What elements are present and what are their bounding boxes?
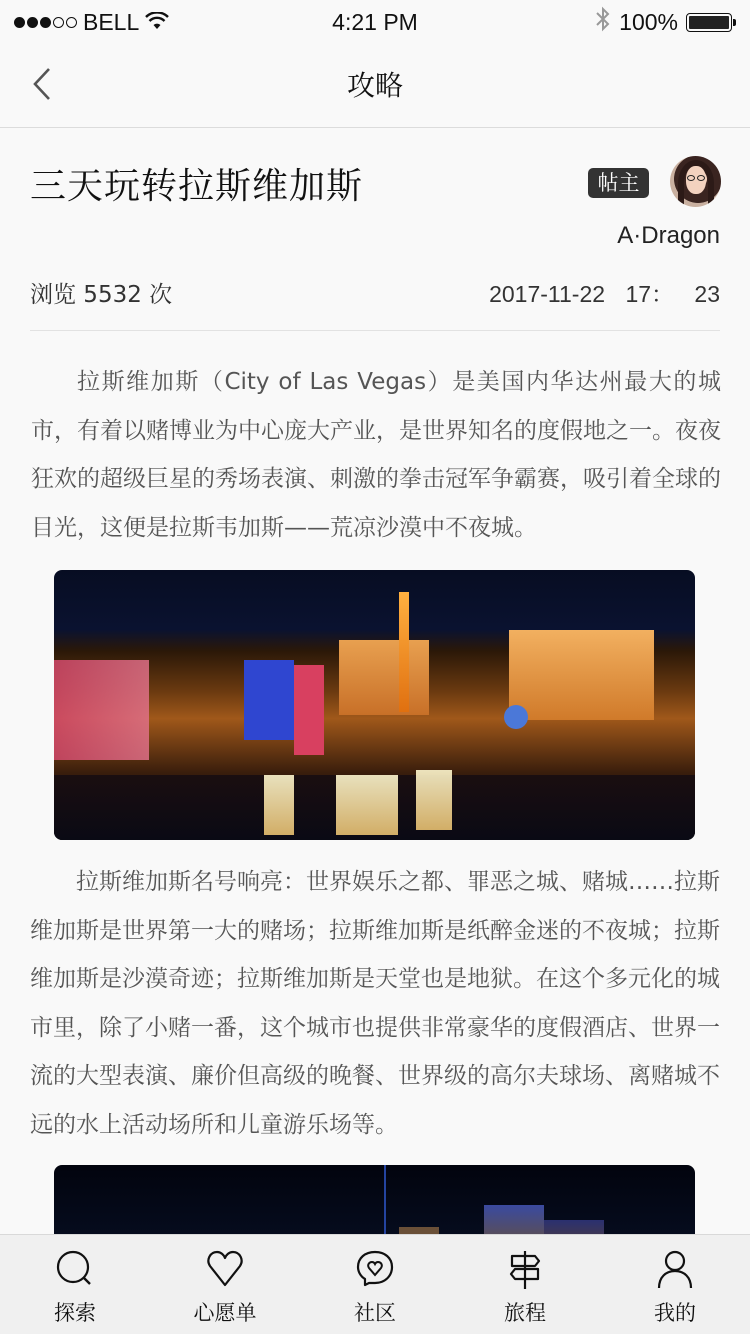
tab-wishlist[interactable]: [150, 1235, 300, 1334]
status-right: [595, 0, 736, 44]
author-avatar[interactable]: [670, 156, 721, 207]
tab-label: 我的: [654, 1301, 696, 1325]
op-badge: 帖主: [588, 168, 649, 198]
tab-label: 心愿单: [193, 1301, 257, 1325]
article-paragraph: 拉斯维加斯名号响亮：世界娱乐之都、罪恶之城、赌城……拉斯维加斯是世界第一大的赌场；拉斯维加斯是纸醉金迷的不夜城；拉斯维加斯是沙漠奇迹；拉斯维加斯是天堂也是地狱。在这个多元化的城市里，除了小赌一番，这个城市也提供非常豪华的度假酒店、世界一流的大型表演、廉价但高级的晚餐、世界级的高尔夫球场、离赌城不远的水上活动场所和儿童游乐场等。: [30, 869, 720, 1138]
status-time: 4:21 PM: [332, 9, 418, 35]
tab-journey[interactable]: [450, 1235, 600, 1334]
article-title: 三天玩转拉斯维加斯: [30, 166, 364, 207]
tab-label: 旅程: [504, 1301, 546, 1325]
battery-percent: 100%: [619, 8, 678, 35]
navigation-bar: [0, 44, 750, 128]
article-content[interactable]: [0, 128, 750, 1234]
battery-icon: [686, 13, 732, 32]
signpost-icon: [505, 1249, 545, 1289]
article-image-las-vegas-skyline[interactable]: [54, 1165, 695, 1234]
author-name[interactable]: A·Dragon: [617, 222, 720, 249]
view-count: 浏览 5532 次: [30, 282, 173, 308]
tab-bar: [0, 1234, 750, 1334]
chevron-left-icon: [31, 67, 53, 105]
tab-label: 社区: [354, 1301, 396, 1325]
article-image-las-vegas-strip[interactable]: [54, 570, 695, 840]
wifi-icon: [145, 9, 169, 36]
post-date: 2017-11-22: [489, 281, 606, 307]
tab-community[interactable]: [300, 1235, 450, 1334]
tab-explore[interactable]: [0, 1235, 150, 1334]
heart-icon: [205, 1249, 245, 1289]
bluetooth-icon: [595, 6, 611, 38]
tab-label: 探索: [54, 1301, 96, 1325]
divider: [30, 330, 720, 331]
post-time: 17： 23: [625, 281, 720, 307]
community-chat-heart-icon: [355, 1249, 395, 1289]
carrier-name: BELL: [83, 8, 140, 35]
page-title: 攻略: [346, 69, 403, 102]
article-paragraph: 拉斯维加斯（City of Las Vegas）是美国内华达州最大的城市，有着以赌博业为中心庞大产业，是世界知名的度假地之一。夜夜狂欢的超级巨星的秀场表演、刺激的拳击冠军争霸赛，吸引着全球的目光，这便是拉斯韦加斯——荒凉沙漠中不夜城。: [31, 369, 721, 541]
user-icon: [655, 1249, 695, 1289]
signal-strength-icon: [14, 17, 77, 28]
post-timestamp: [489, 276, 720, 309]
status-bar: [0, 0, 750, 44]
status-left: [14, 0, 169, 44]
tab-profile[interactable]: [600, 1235, 750, 1334]
back-button[interactable]: [22, 66, 62, 106]
search-icon: [55, 1249, 95, 1289]
